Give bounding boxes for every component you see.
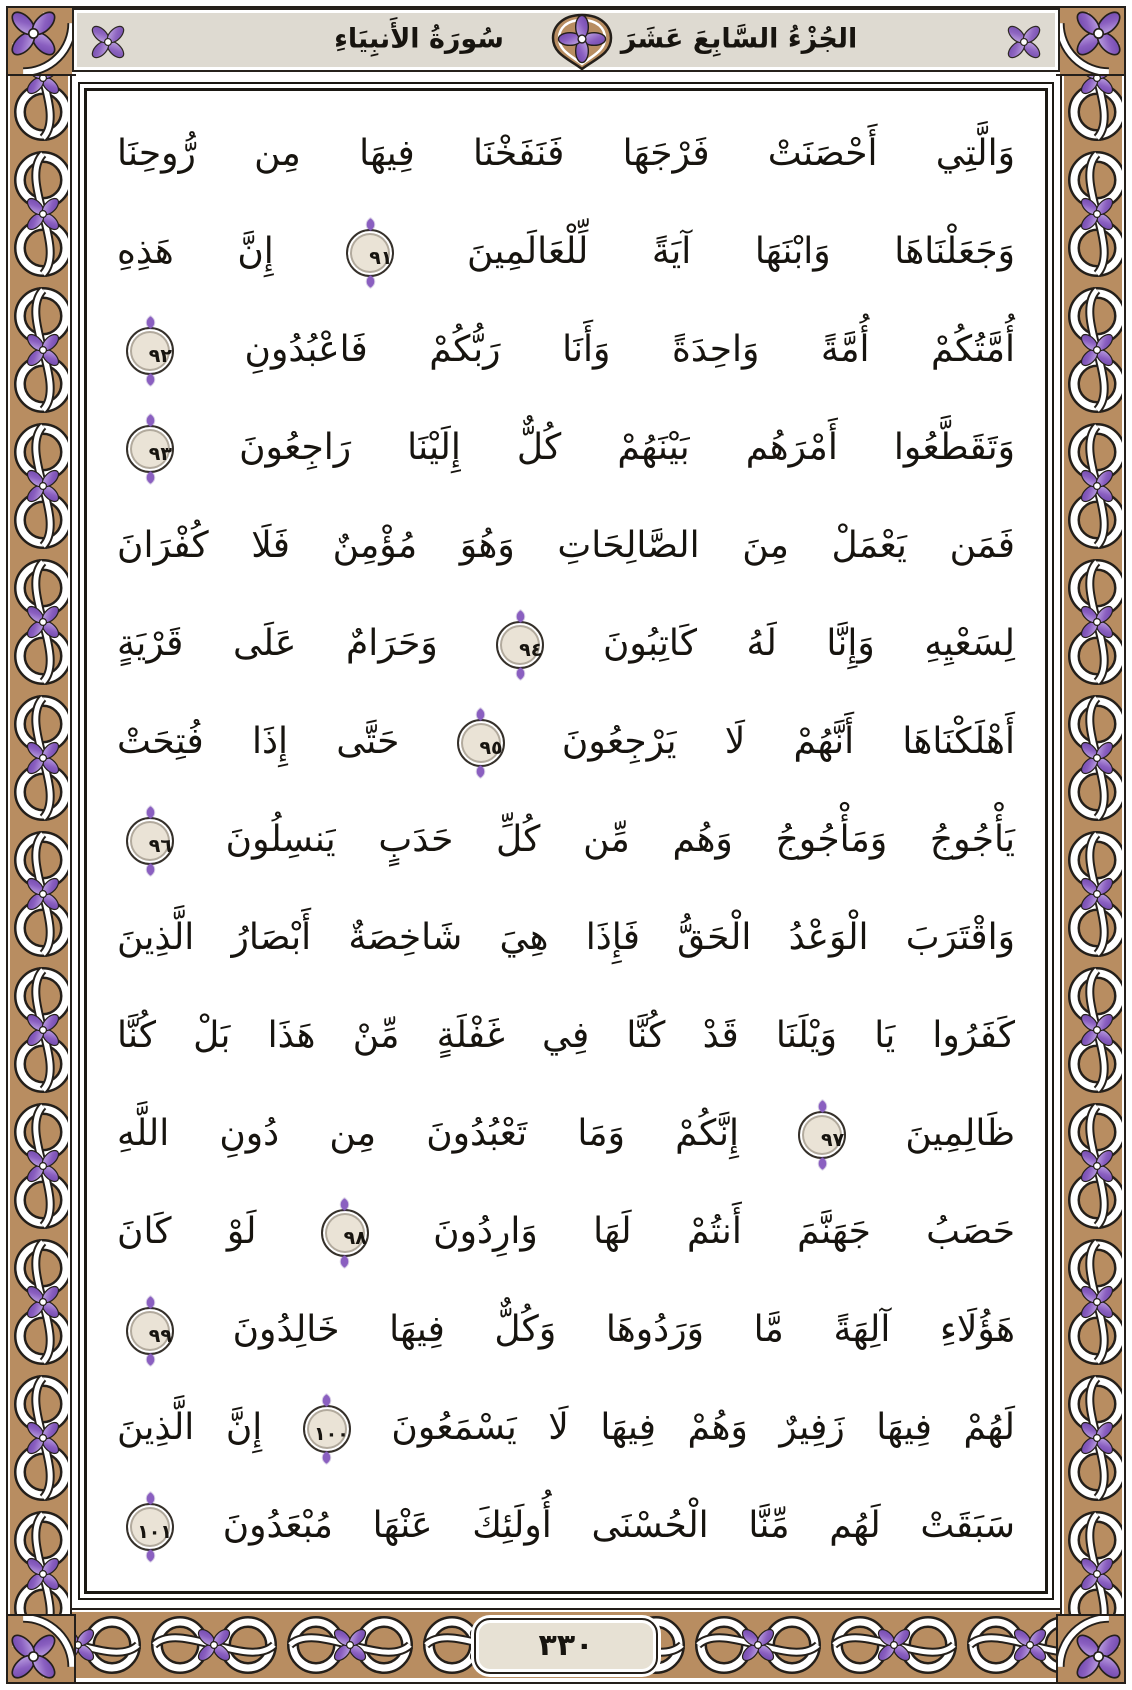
ayah-number: ٩٩: [148, 1325, 172, 1347]
ayah-number: ١٠١: [137, 1521, 172, 1543]
ayah-end-medallion: [496, 621, 544, 669]
quran-line: [113, 693, 1019, 791]
quran-text-segment: إِنَّ هَذِهِ: [117, 231, 338, 272]
quran-text-area: [113, 105, 1019, 1575]
quran-text-segment: إِنَّ الَّذِينَ: [117, 1407, 294, 1448]
ayah-number: ٩٨: [343, 1227, 367, 1249]
quran-text-frame: [84, 88, 1048, 1594]
border-right-ornament: [1060, 6, 1126, 1684]
quran-text-segment: لِسَعْيِهِ وَإِنَّا لَهُ كَاتِبُونَ: [553, 623, 1015, 664]
quran-text-segment: كَفَرُوا يَا وَيْلَنَا قَدْ كُنَّا فِي غَفْلَةٍ مِّنْ هَذَا بَلْ كُنَّا: [117, 1015, 1015, 1056]
ayah-end-medallion: [126, 327, 174, 375]
quran-text-segment: أُمَّتُكُمْ أُمَّةً وَاحِدَةً وَأَنَا رَبُّكُمْ فَاعْبُدُونِ: [183, 329, 1015, 370]
ayah-number: ٩٥: [479, 737, 503, 759]
quran-text-segment: حَصَبُ جَهَنَّمَ أَنتُمْ لَهَا وَارِدُونَ: [377, 1211, 1015, 1252]
palmette-flower-icon: [534, 12, 630, 72]
quran-line: [113, 987, 1019, 1085]
ayah-end-medallion: [457, 719, 505, 767]
ayah-number: ٩٢: [148, 345, 172, 367]
quran-text-segment: لَوْ كَانَ: [117, 1211, 312, 1252]
quran-line: [113, 1183, 1019, 1281]
quran-line: [113, 595, 1019, 693]
corner-flower-icon: [6, 1614, 76, 1684]
header-band: [72, 8, 1060, 72]
quran-text-segment: وَجَعَلْنَاهَا وَابْنَهَا آيَةً لِّلْعَالَمِينَ: [403, 231, 1015, 272]
ayah-end-medallion: [126, 1503, 174, 1551]
quran-line: [113, 889, 1019, 987]
quran-line: [113, 105, 1019, 203]
ayah-end-medallion: [798, 1111, 846, 1159]
corner-flower-icon: [1056, 6, 1126, 76]
page-number: ٣٣٠: [538, 1628, 594, 1663]
quran-line: [113, 791, 1019, 889]
page-number-cartouche: [474, 1618, 658, 1674]
quran-line: [113, 497, 1019, 595]
quran-text-segment: وَاقْتَرَبَ الْوَعْدُ الْحَقُّ فَإِذَا هِيَ شَاخِصَةٌ أَبْصَارُ الَّذِينَ: [117, 917, 1015, 958]
quran-line: [113, 1085, 1019, 1183]
corner-flower-icon: [6, 6, 76, 76]
quran-text-segment: أَهْلَكْنَاهَا أَنَّهُمْ لَا يَرْجِعُونَ: [513, 721, 1015, 762]
ayah-end-medallion: [346, 229, 394, 277]
quran-line: [113, 301, 1019, 399]
ayah-end-medallion: [303, 1405, 351, 1453]
border-left-ornament: [6, 6, 72, 1684]
quran-text-segment: سَبَقَتْ لَهُم مِّنَّا الْحُسْنَى أُولَئِكَ عَنْهَا مُبْعَدُونَ: [183, 1505, 1015, 1546]
ayah-number: ٩٣: [148, 443, 172, 465]
ayah-end-medallion: [126, 425, 174, 473]
quran-text-segment: لَهُمْ فِيهَا زَفِيرٌ وَهُمْ فِيهَا لَا يَسْمَعُونَ: [359, 1407, 1015, 1448]
flower-ornament-icon: [1002, 20, 1046, 64]
quran-text-segment: حَتَّى إِذَا فُتِحَتْ: [117, 721, 448, 762]
ayah-number: ٩٧: [820, 1129, 845, 1151]
quran-text-segment: إِنَّكُمْ وَمَا تَعْبُدُونَ مِن دُونِ اللَّهِ: [117, 1113, 790, 1154]
corner-flower-icon: [1056, 1614, 1126, 1684]
ayah-number: ٩٤: [519, 639, 543, 661]
quran-text-segment: وَحَرَامٌ عَلَى قَرْيَةٍ: [117, 623, 488, 664]
ayah-number: ٩١: [369, 247, 393, 269]
ayah-end-medallion: [126, 817, 174, 865]
ayah-end-medallion: [126, 1307, 174, 1355]
ayah-number: ١٠٠: [314, 1423, 349, 1445]
flower-ornament-icon: [86, 20, 130, 64]
quran-text-segment: هَؤُلَاءِ آلِهَةً مَّا وَرَدُوهَا وَكُلٌّ فِيهَا خَالِدُونَ: [183, 1309, 1015, 1350]
quran-line: [113, 203, 1019, 301]
quran-line: [113, 1379, 1019, 1477]
ayah-number: ٩٦: [148, 835, 172, 857]
quran-text-segment: فَمَن يَعْمَلْ مِنَ الصَّالِحَاتِ وَهُوَ مُؤْمِنٌ فَلَا كُفْرَانَ: [117, 525, 1015, 566]
quran-line: [113, 1477, 1019, 1575]
quran-line: [113, 399, 1019, 497]
quran-text-segment: وَالَّتِي أَحْصَنَتْ فَرْجَهَا فَنَفَخْنَا فِيهَا مِن رُّوحِنَا: [117, 133, 1015, 174]
quran-line: [113, 1281, 1019, 1379]
surah-title: سُورَةُ الأَنبِيَاءِ: [334, 23, 504, 55]
quran-text-segment: وَتَقَطَّعُوا أَمْرَهُم بَيْنَهُمْ كُلٌّ إِلَيْنَا رَاجِعُونَ: [183, 427, 1015, 468]
quran-text-segment: ظَالِمِينَ: [855, 1113, 1016, 1154]
juz-title: الجُزْءُ السَّابِعَ عَشَرَ: [620, 23, 858, 55]
ayah-end-medallion: [321, 1209, 369, 1257]
quran-text-segment: يَأْجُوجُ وَمَأْجُوجُ وَهُم مِّن كُلِّ حَدَبٍ يَنسِلُونَ: [183, 819, 1015, 860]
